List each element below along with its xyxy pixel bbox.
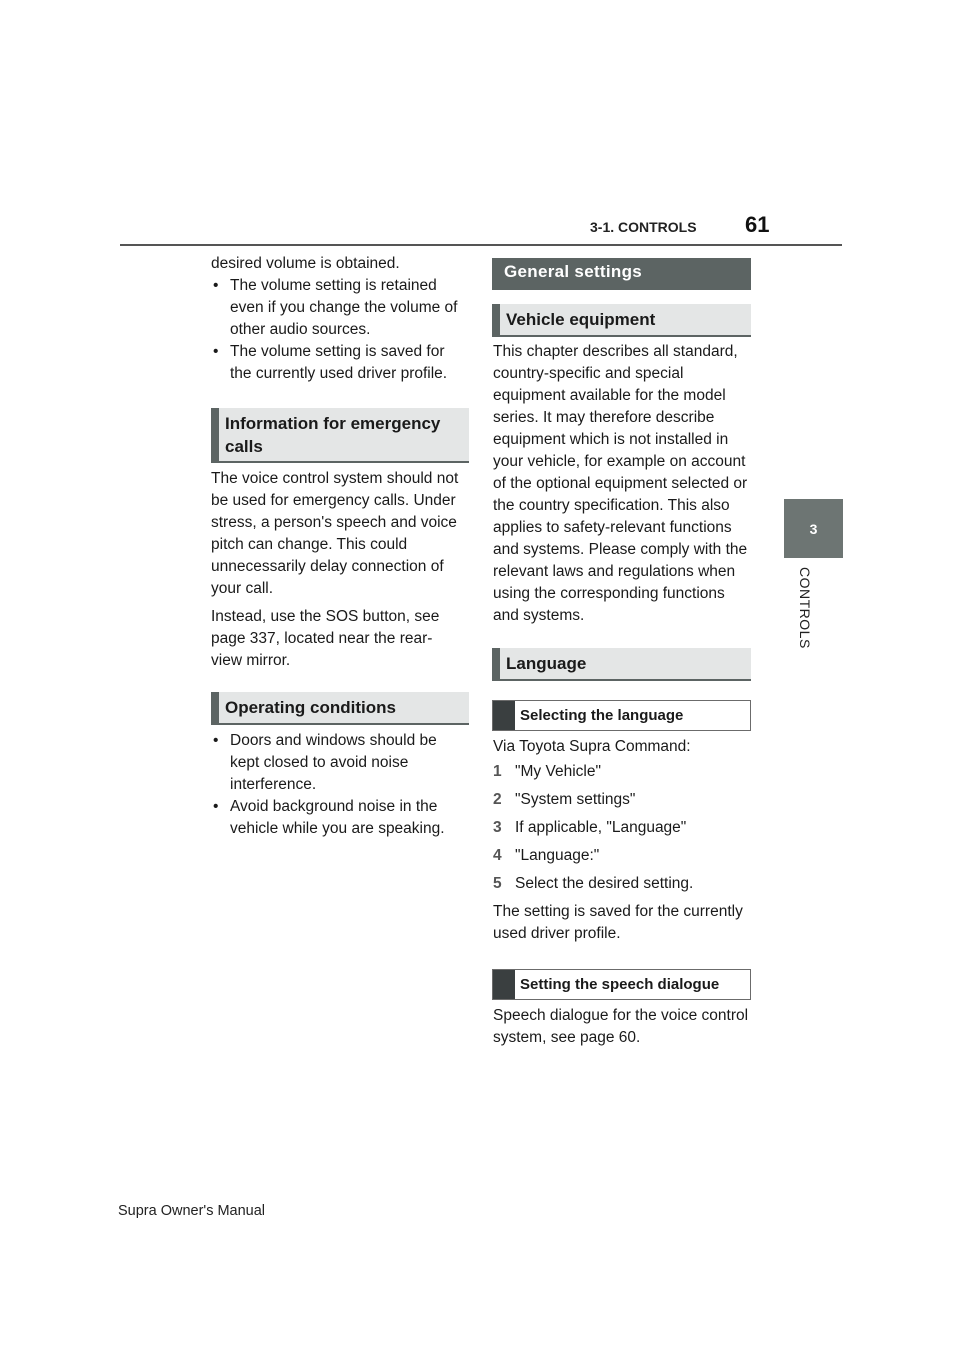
list-item: • The volume setting is retained even if you change the volume of other audio sources. xyxy=(213,277,458,338)
list-item: • Doors and windows should be kept closed to avoid noise interference. xyxy=(213,732,437,793)
subheading-marker xyxy=(493,701,515,730)
via-line: Via Toyota Supra Command: xyxy=(493,738,691,755)
vehicle-equipment-paragraph: This chapter describes all standard, country-specific and special equipment available for the model series. It may therefore describe equipment which is not installed in your vehicle, for example on account of the optional equipment selected or the country specification. This also applies to safety-relevant functions and systems. Please comply with the relevant laws and regulations when using the corresponding functions and systems. xyxy=(493,343,748,624)
speech-dialogue-text xyxy=(493,1005,749,1049)
emergency-text-block xyxy=(211,468,463,672)
language-steps-block xyxy=(493,736,749,945)
vehicle-equipment-heading: Vehicle equipment xyxy=(492,304,751,337)
subheading-marker xyxy=(493,970,515,999)
emergency-heading: Information for emergency calls xyxy=(211,408,469,463)
section-title: 3-1. CONTROLS xyxy=(590,219,697,235)
list-item: 3 If applicable, "Language" xyxy=(493,819,687,836)
list-item: • The volume setting is saved for the currently used driver profile. xyxy=(213,343,448,382)
emergency-paragraph: The voice control system should not be used for emergency calls. Under stress, a person's speech and voice pitch can change. This could unnecessarily delay connection of your call. xyxy=(211,470,459,597)
list-item: 5 Select the desired setting. xyxy=(493,875,694,892)
chapter-tab xyxy=(784,499,843,558)
list-item: • Avoid background noise in the vehicle while you are speaking. xyxy=(213,798,445,837)
list-item: 1 "My Vehicle" xyxy=(493,763,601,780)
intro-line: desired volume is obtained. xyxy=(211,255,400,272)
operating-text-block xyxy=(211,730,466,840)
chapter-number: 3 xyxy=(809,520,818,537)
language-heading: Language xyxy=(492,648,751,681)
selecting-language-subheading: Selecting the language xyxy=(492,700,751,731)
general-settings-heading: General settings xyxy=(492,258,751,290)
speech-dialogue-subheading: Setting the speech dialogue xyxy=(492,969,751,1000)
sos-paragraph: Instead, use the SOS button, see page 337, located near the rear-view mirror. xyxy=(211,608,440,669)
header-divider xyxy=(120,244,842,246)
footer-title: Supra Owner's Manual xyxy=(118,1203,266,1219)
vehicle-equipment-text xyxy=(493,341,749,627)
operating-heading: Operating conditions xyxy=(211,692,469,725)
saved-note: The setting is saved for the currently used driver profile. xyxy=(493,903,743,942)
list-item: 2 "System settings" xyxy=(493,791,636,808)
chapter-label: CONTROLS xyxy=(797,567,813,649)
page-number: 61 xyxy=(745,212,770,237)
list-item: 4 "Language:" xyxy=(493,847,600,864)
volume-text-block xyxy=(211,253,466,385)
speech-paragraph: Speech dialogue for the voice control system, see page 60. xyxy=(493,1007,749,1046)
